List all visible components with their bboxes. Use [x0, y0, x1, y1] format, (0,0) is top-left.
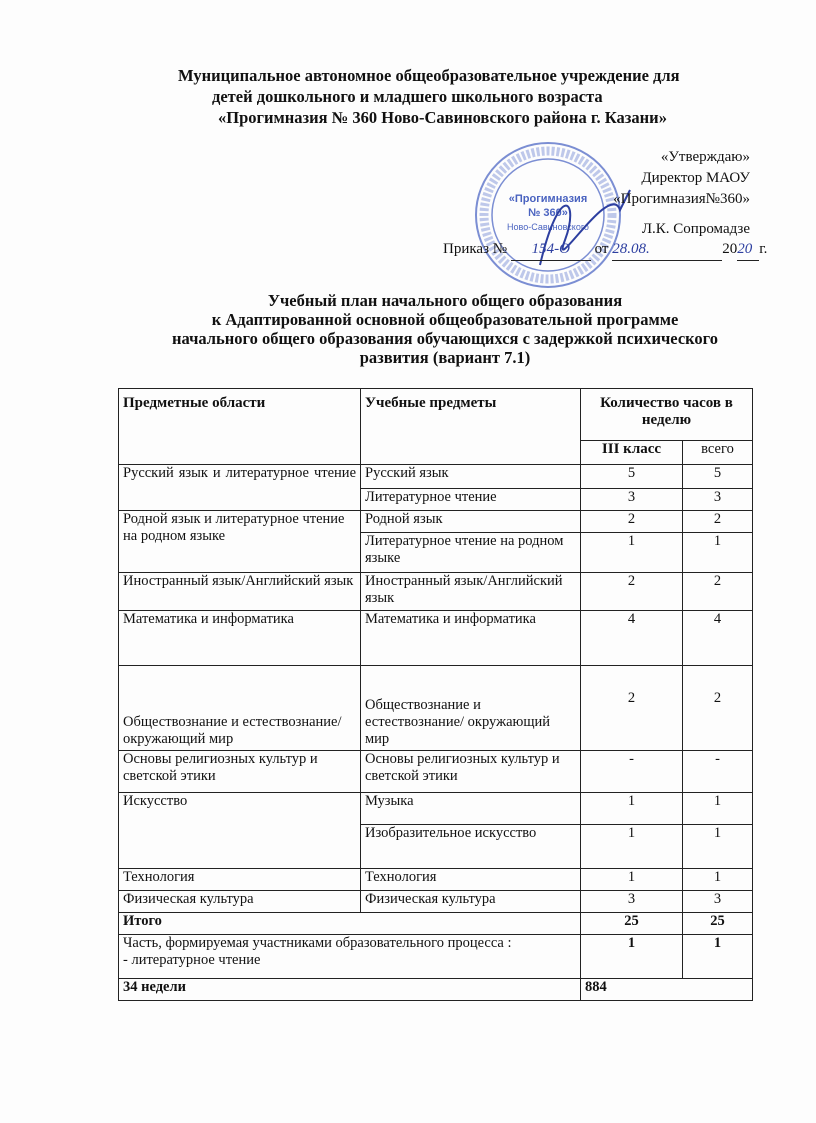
organization-name: «Прогимназия№360»	[613, 191, 750, 207]
table-row	[119, 611, 753, 666]
total-label: Итого	[119, 913, 581, 935]
document-title	[100, 291, 790, 367]
official-stamp-icon	[470, 140, 640, 290]
order-label: Приказ №	[443, 241, 508, 257]
order-date: 28.08.	[612, 239, 722, 261]
area-cell: Русский язык и литературное чтение	[119, 465, 361, 511]
grade-cell: 2	[581, 511, 683, 533]
table-row	[119, 869, 753, 891]
weeks-value: 884	[581, 979, 753, 1001]
director-name: Л.К. Сопромадзе	[641, 221, 750, 237]
total-row	[119, 913, 753, 935]
grade-cell: 4	[581, 611, 683, 666]
part-total: 1	[683, 935, 753, 979]
total-cell: 1	[683, 793, 753, 825]
title-line-4: развития (вариант 7.1)	[359, 348, 531, 367]
grade-cell: 3	[581, 489, 683, 511]
weeks-row	[119, 979, 753, 1001]
grade-cell: 1	[581, 869, 683, 891]
subject-cell: Физическая культура	[361, 891, 581, 913]
order-line	[443, 239, 767, 261]
table-row	[119, 751, 753, 793]
approve-label: «Утверждаю»	[660, 149, 750, 165]
weeks-label: 34 недели	[119, 979, 581, 1001]
total-cell: 2	[683, 511, 753, 533]
subject-cell: Иностранный язык/Английский язык	[361, 573, 581, 611]
table-row	[119, 573, 753, 611]
part-row	[119, 935, 753, 979]
header-subject: Учебные предметы	[361, 389, 581, 465]
total-grade: 25	[581, 913, 683, 935]
subject-cell: Основы религиозных культур и светской этики	[361, 751, 581, 793]
area-cell: Родной язык и литературное чтение на родном языке	[119, 511, 361, 573]
total-cell: 1	[683, 533, 753, 573]
year-suffix: 20	[737, 239, 759, 261]
part-cell	[119, 935, 581, 979]
subject-cell: Обществознание и естествознание/ окружающий мир	[361, 666, 581, 751]
total-cell: 1	[683, 869, 753, 891]
table-row	[119, 511, 753, 533]
area-cell: Физическая культура	[119, 891, 361, 913]
area-cell: Основы религиозных культур и светской этики	[119, 751, 361, 793]
order-number: 154-О	[511, 239, 591, 261]
subject-cell: Русский язык	[361, 465, 581, 489]
total-cell: 4	[683, 611, 753, 666]
header-area: Предметные области	[119, 389, 361, 465]
area-cell: Искусство	[119, 793, 361, 869]
subject-cell: Математика и информатика	[361, 611, 581, 666]
header-line-2: детей дошкольного и младшего школьного возраста	[212, 87, 603, 106]
grade-cell: 2	[581, 573, 683, 611]
total-cell: 5	[683, 465, 753, 489]
year-prefix: 20	[722, 241, 738, 257]
grade-cell: 5	[581, 465, 683, 489]
grade-cell: 1	[581, 825, 683, 869]
header-line-3: «Прогимназия № 360 Ново-Савиновского района г. Казани»	[218, 108, 667, 127]
from-label: от	[594, 241, 609, 257]
part-item: - литературное чтение	[123, 952, 261, 968]
area-cell: Математика и информатика	[119, 611, 361, 666]
total-cell: -	[683, 751, 753, 793]
title-line-1: Учебный план начального общего образования	[267, 291, 623, 310]
grade-cell: 2	[581, 666, 683, 751]
grade-cell: 1	[581, 793, 683, 825]
header-grade: III класс	[581, 441, 683, 465]
subject-cell: Литературное чтение на родном языке	[361, 533, 581, 573]
grade-cell: 1	[581, 533, 683, 573]
svg-text:«Прогимназия: «Прогимназия	[508, 193, 588, 205]
total-cell: 2	[683, 573, 753, 611]
area-cell: Технология	[119, 869, 361, 891]
total-cell: 2	[683, 666, 753, 751]
table-row	[119, 891, 753, 913]
subject-cell: Литературное чтение	[361, 489, 581, 511]
subject-cell: Родной язык	[361, 511, 581, 533]
table-row	[119, 465, 753, 489]
part-grade: 1	[581, 935, 683, 979]
subject-cell: Изобразительное искусство	[361, 825, 581, 869]
area-cell: Иностранный язык/Английский язык	[119, 573, 361, 611]
svg-text:№ 360»: № 360»	[528, 207, 568, 219]
part-label: Часть, формируемая участниками образовательного процесса :	[123, 935, 512, 951]
header-line-1: Муниципальное автономное общеобразовательное учреждение для	[178, 66, 680, 85]
subject-cell: Музыка	[361, 793, 581, 825]
table-row	[119, 666, 753, 751]
header-hours: Количество часов в неделю	[581, 389, 753, 441]
subject-cell: Технология	[361, 869, 581, 891]
director-position: Директор МАОУ	[641, 170, 750, 186]
total-all: 25	[683, 913, 753, 935]
title-line-2: к Адаптированной основной общеобразовательной программе	[211, 310, 679, 329]
svg-text:Ново-Савиновского: Ново-Савиновского	[507, 222, 589, 232]
curriculum-table	[118, 388, 753, 1001]
year-end: г.	[759, 241, 768, 257]
total-cell: 3	[683, 891, 753, 913]
title-line-3: начального общего образования обучающихся с задержкой психического	[171, 329, 719, 348]
header-total: всего	[683, 441, 753, 465]
area-cell: Обществознание и естествознание/ окружающий мир	[119, 666, 361, 751]
total-cell: 1	[683, 825, 753, 869]
grade-cell: 3	[581, 891, 683, 913]
total-cell: 3	[683, 489, 753, 511]
grade-cell: -	[581, 751, 683, 793]
table-row	[119, 793, 753, 825]
